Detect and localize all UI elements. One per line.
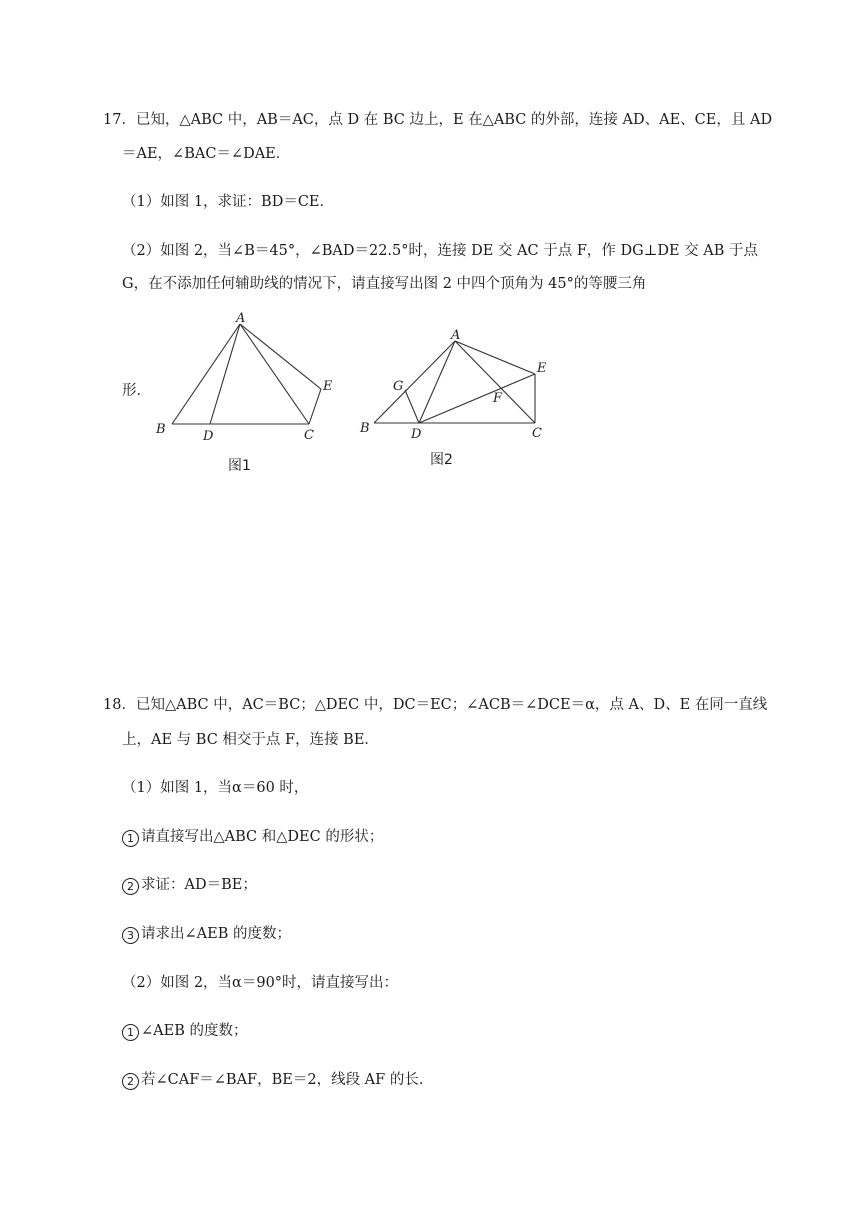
fig2-segment-de <box>419 374 535 423</box>
q18-item2 <box>122 875 257 895</box>
circled-number-2: 2 <box>122 878 139 895</box>
fig2-label-b: B <box>360 421 370 436</box>
fig2-caption: 图2 <box>430 452 453 468</box>
q17-stem-line1: 17．已知，△ABC 中，AB＝AC，点 D 在 BC 边上，E 在△ABC 的外部，连接 AD、AE、CE，且 AD <box>103 112 773 128</box>
q17-stem-line2: ＝AE，∠BAC＝∠DAE． <box>122 146 291 162</box>
q18-item4-text: ∠AEB 的度数； <box>141 1023 248 1039</box>
fig2-label-d: D <box>411 427 422 442</box>
q18-item3 <box>122 924 291 944</box>
fig1-label-d: D <box>203 429 214 444</box>
fig2-label-a: A <box>451 328 461 343</box>
q18-part1: （1）如图 1，当α＝60 时， <box>122 780 309 796</box>
q17-figure2 <box>0 0 860 480</box>
q17-part1: （1）如图 1，求证：BD＝CE． <box>122 194 335 210</box>
fig1-label-e: E <box>323 379 333 394</box>
q18-item2-text: 求证：AD＝BE； <box>141 877 257 893</box>
q18-part2: （2）如图 2，当α＝90°时，请直接写出： <box>122 975 399 991</box>
q18-item5-text: 若∠CAF＝∠BAF，BE＝2，线段 AF 的长． <box>141 1072 434 1088</box>
q18-item4 <box>122 1021 247 1041</box>
circled-number-1: 1 <box>122 830 139 847</box>
circled-number-1: 1 <box>122 1024 139 1041</box>
q18-stem-line2: 上，AE 与 BC 相交于点 F，连接 BE． <box>122 732 379 748</box>
q18-item1 <box>122 827 383 847</box>
fig2-segment-ab <box>374 341 455 423</box>
fig2-label-e: E <box>537 361 547 376</box>
q17-part2-line2: G，在不添加任何辅助线的情况下，请直接写出图 2 中四个顶角为 45°的等腰三角 <box>122 276 647 292</box>
fig1-label-b: B <box>156 422 166 437</box>
fig1-caption: 图1 <box>228 458 251 474</box>
fig2-segment-ac <box>455 341 535 423</box>
fig2-segment-ad <box>419 341 455 423</box>
q18-stem-line1: 18．已知△ABC 中，AC＝BC；△DEC 中，DC＝EC；∠ACB＝∠DCE＝α，点 A、D、E 在同一直线 <box>103 697 768 713</box>
q18-item3-text: 请求出∠AEB 的度数； <box>141 926 291 942</box>
fig2-label-f: F <box>493 391 503 406</box>
q18-item5 <box>122 1070 433 1090</box>
fig2-segment-dg <box>405 390 419 423</box>
q17-part2-line3: 形． <box>122 383 151 399</box>
circled-number-3: 3 <box>122 927 139 944</box>
fig2-segment-ae <box>455 341 535 374</box>
circled-number-2: 2 <box>122 1073 139 1090</box>
fig1-label-c: C <box>304 428 314 443</box>
fig1-label-a: A <box>236 311 246 326</box>
fig2-label-g: G <box>393 379 404 394</box>
q17-part2-line1: （2）如图 2，当∠B＝45°，∠BAD＝22.5°时，连接 DE 交 AC 于点 F，作 DG⊥DE 交 AB 于点 <box>122 243 759 259</box>
fig2-label-c: C <box>532 426 542 441</box>
q18-item1-text: 请直接写出△ABC 和△DEC 的形状； <box>141 829 384 845</box>
q17-figure2-drawing <box>0 0 860 480</box>
